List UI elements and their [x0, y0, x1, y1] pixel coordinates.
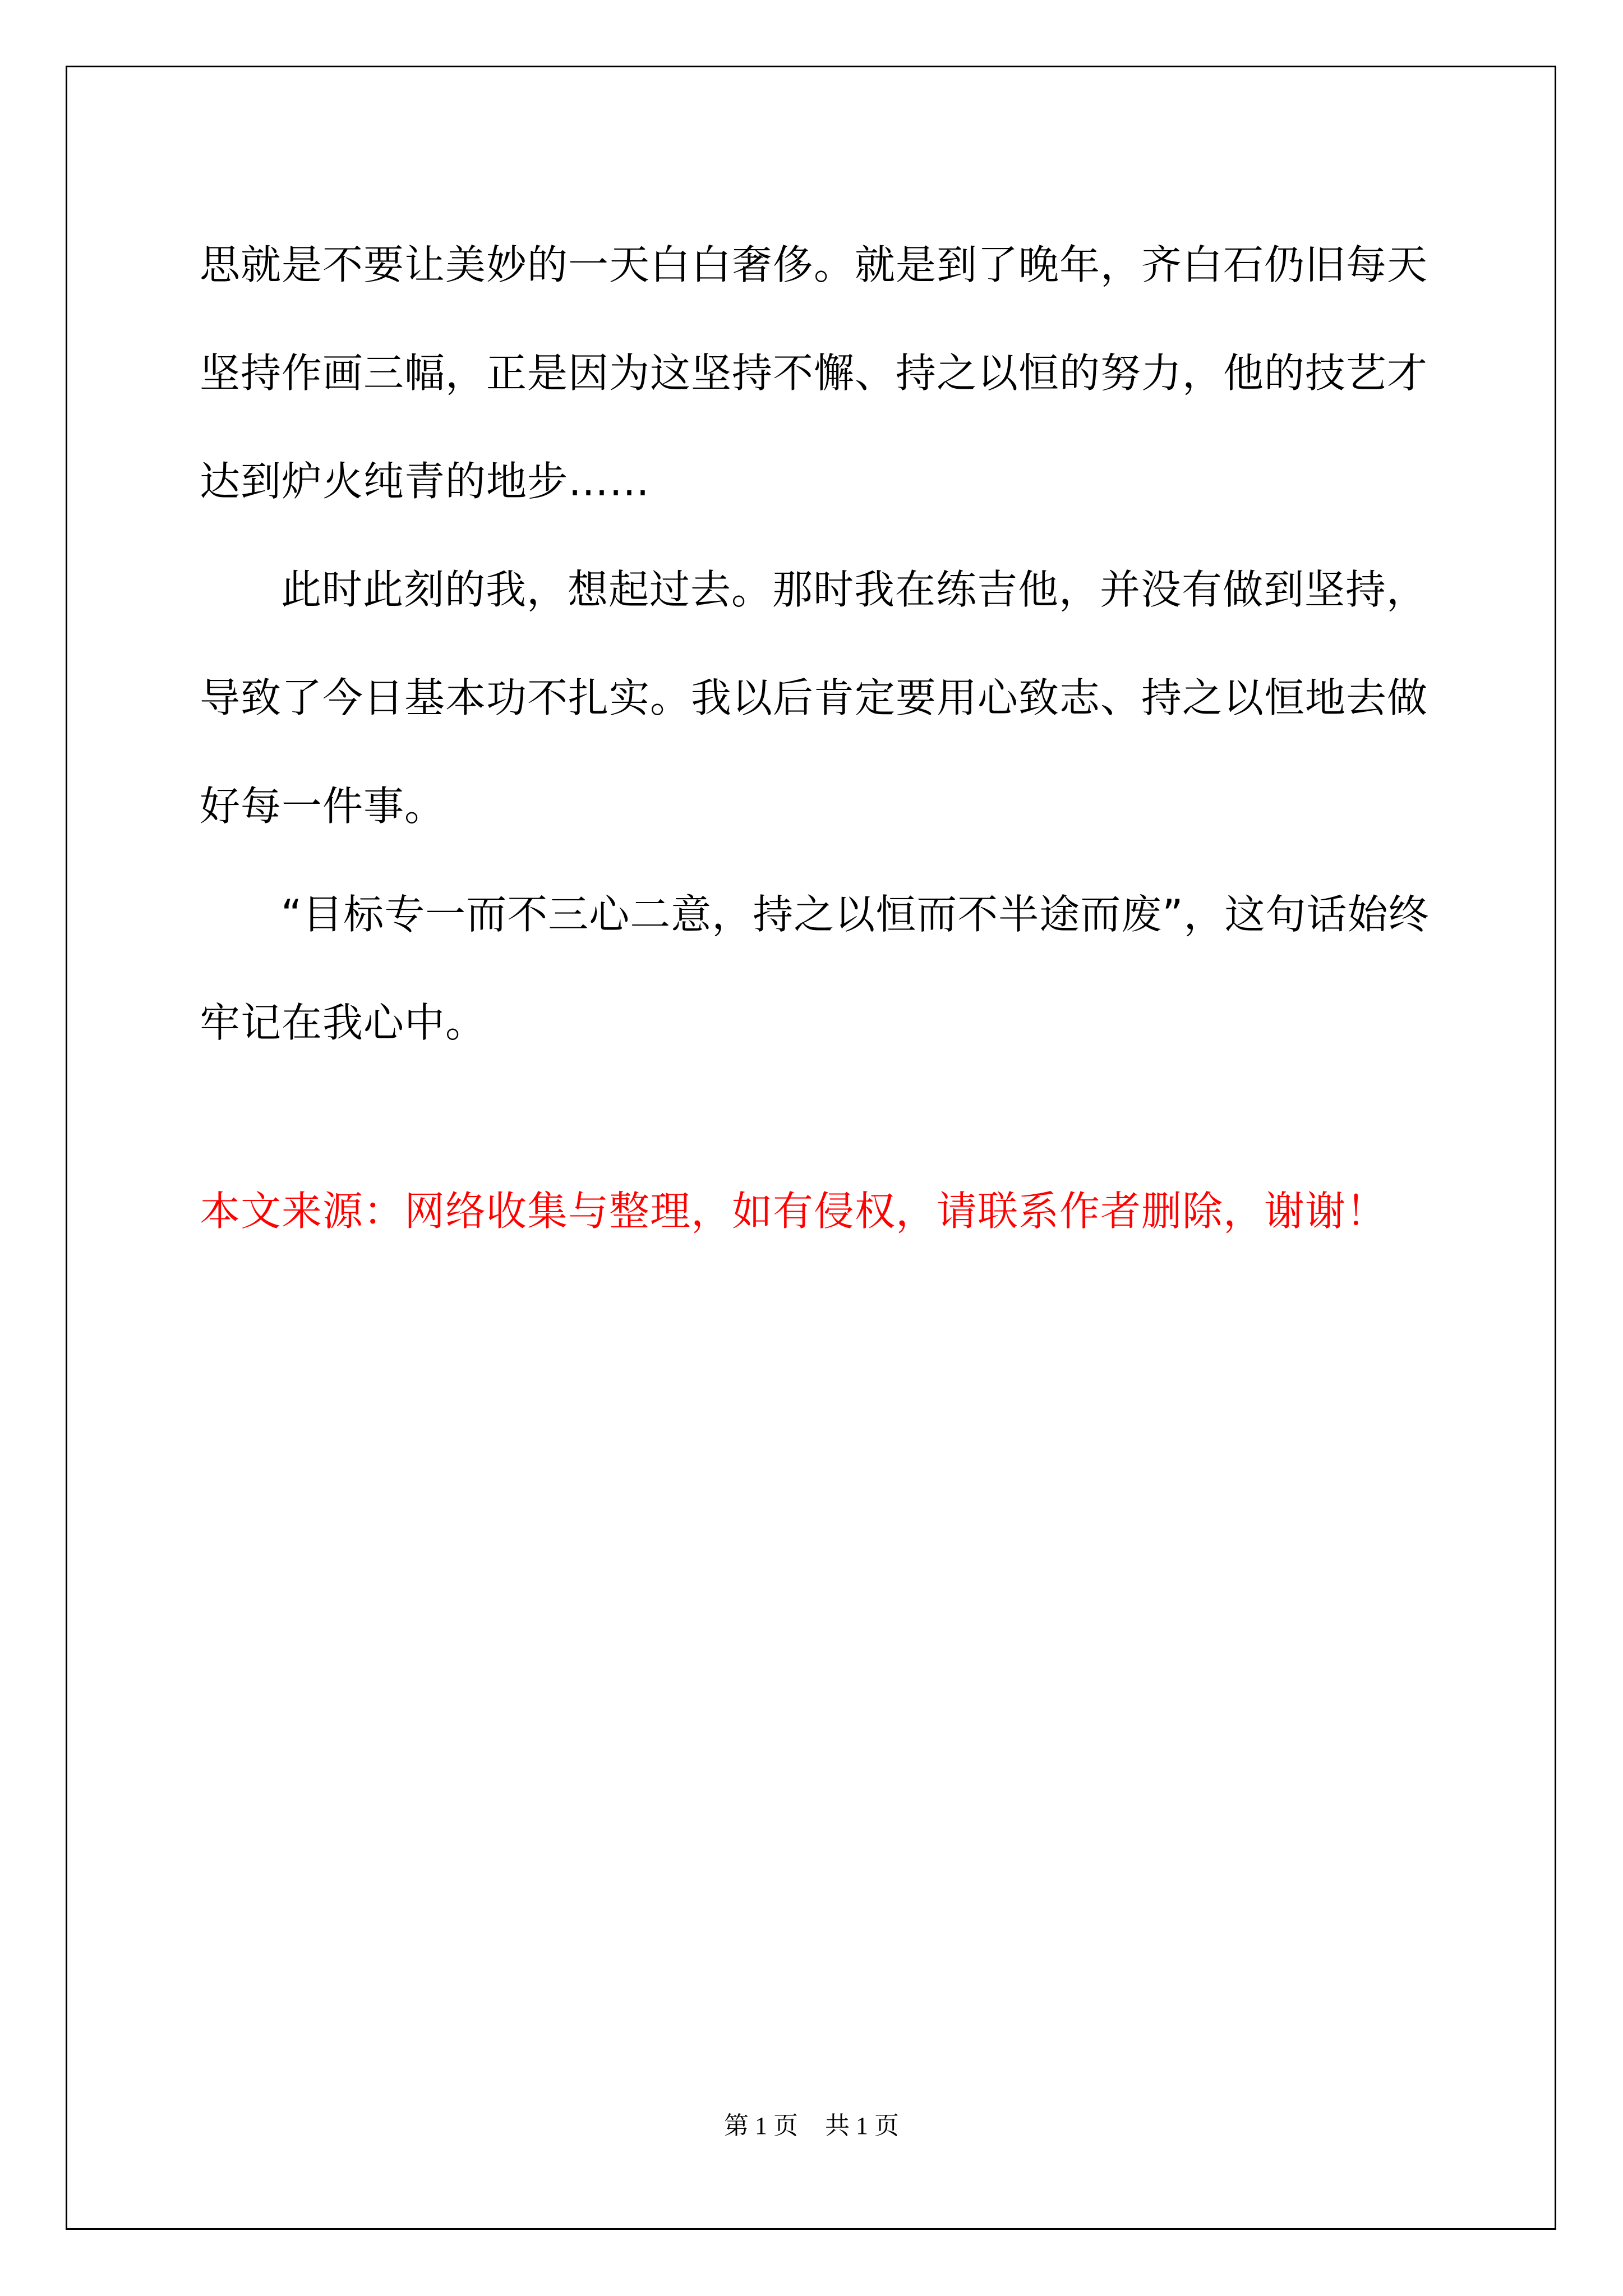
- paragraph-2: [200, 536, 1428, 861]
- page-number: 第 1 页: [724, 2112, 798, 2139]
- paragraph-line: 达到炉火纯青的地步……: [200, 458, 651, 505]
- paragraph-3: [200, 861, 1430, 1077]
- paragraph-line: 导致了今日基本功不扎实。我以后肯定要用心致志、持之以恒地去做: [200, 674, 1428, 721]
- source-note: 本文来源：网络收集与整理，如有侵权，请联系作者删除，谢谢！: [200, 1188, 1387, 1235]
- page-footer: [0, 2109, 1623, 2143]
- paragraph-line: 好每一件事。: [200, 783, 446, 830]
- paragraph-line: 思就是不要让美妙的一天白白奢侈。就是到了晚年，齐白石仍旧每天: [200, 241, 1428, 288]
- paragraph-1: [200, 211, 1428, 536]
- document-body: [200, 211, 1430, 1077]
- paragraph-line: 坚持作画三幅，正是因为这坚持不懈、持之以恒的努力，他的技艺才: [200, 349, 1428, 397]
- paragraph-line: 此时此刻的我，想起过去。那时我在练吉他，并没有做到坚持，: [281, 566, 1428, 613]
- paragraph-line: 牢记在我心中。: [200, 999, 487, 1046]
- paragraph-line: “目标专一而不三心二意，持之以恒而不半途而废”，这句话始终: [281, 891, 1430, 938]
- page-total: 共 1 页: [825, 2112, 899, 2139]
